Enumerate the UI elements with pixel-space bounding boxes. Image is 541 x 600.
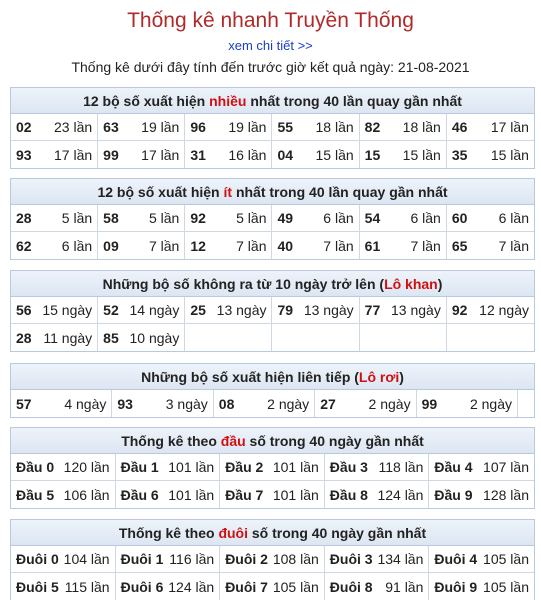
stat-number: 08 xyxy=(218,395,235,412)
stat-number: Đầu 1 xyxy=(120,459,159,475)
stat-number: 40 xyxy=(277,237,294,254)
stat-cell xyxy=(11,141,98,168)
stat-count: 19 lần xyxy=(228,119,267,135)
stat-count: 6 lần xyxy=(61,237,93,254)
stat-number: 52 xyxy=(103,302,119,318)
stat-count: 120 lần xyxy=(63,459,110,475)
stat-number: 28 xyxy=(16,329,32,346)
stat-count: 107 lần xyxy=(483,459,529,475)
stat-cell xyxy=(429,573,534,600)
stat-cell xyxy=(185,232,272,259)
stat-count: 105 lần xyxy=(483,551,529,567)
stat-cell xyxy=(11,114,98,141)
stat-number: Đầu 4 xyxy=(434,459,473,475)
stat-count: 7 lần xyxy=(498,237,529,254)
stat-cell xyxy=(220,481,325,508)
stat-number: Đầu 5 xyxy=(16,486,55,503)
stat-number: Đuôi 2 xyxy=(225,551,268,567)
empty-cell xyxy=(185,324,272,351)
stat-cell xyxy=(325,481,430,508)
stat-number: 57 xyxy=(16,395,32,412)
stat-count: 7 lần xyxy=(323,237,354,254)
stat-count: 18 lần xyxy=(402,119,441,135)
stat-cell xyxy=(116,481,221,508)
stat-count: 7 lần xyxy=(236,237,267,254)
stat-number: Đầu 2 xyxy=(225,459,264,475)
stat-cell xyxy=(447,114,534,141)
stat-number: Đuôi 8 xyxy=(329,578,373,595)
stat-count: 2 ngày xyxy=(469,395,512,412)
stat-cell xyxy=(325,546,430,573)
stat-count: 15 ngày xyxy=(42,302,93,318)
stat-number: 31 xyxy=(190,146,206,163)
stat-cell xyxy=(98,114,185,141)
stat-cell xyxy=(214,390,315,417)
stat-count: 10 ngày xyxy=(129,329,180,346)
stat-count: 3 ngày xyxy=(165,395,208,412)
stat-number: 49 xyxy=(277,210,294,226)
stat-cell xyxy=(98,324,185,351)
stat-count: 6 lần xyxy=(323,210,354,226)
stat-cell xyxy=(447,205,534,232)
stat-cell xyxy=(220,546,325,573)
stat-count: 14 ngày xyxy=(129,302,180,318)
stat-cell xyxy=(429,546,534,573)
stat-cell xyxy=(360,141,447,168)
page-subtitle: Thống kê dưới đây tính đến trước giờ kết quả ngày: 21-08-2021 xyxy=(71,59,470,75)
stat-count: 101 lần xyxy=(168,459,215,475)
stat-cell xyxy=(11,390,112,417)
lo-roi-grid xyxy=(11,390,534,417)
stat-count: 5 lần xyxy=(61,210,93,226)
stat-cell xyxy=(447,141,534,168)
stat-count: 6 lần xyxy=(410,210,441,226)
stat-number: 96 xyxy=(190,119,206,135)
stat-number: 35 xyxy=(451,146,468,163)
empty-cell xyxy=(447,324,534,351)
stat-cell xyxy=(272,114,359,141)
empty-cell xyxy=(518,390,534,417)
stat-cell xyxy=(112,390,213,417)
stat-count: 17 lần xyxy=(490,119,529,135)
stat-cell xyxy=(11,573,116,600)
stat-number: 12 xyxy=(190,237,206,254)
stat-count: 115 lần xyxy=(64,578,110,595)
stat-count: 5 lần xyxy=(148,210,180,226)
tail-digit-section xyxy=(10,519,535,600)
stat-count: 105 lần xyxy=(483,578,529,595)
stat-cell xyxy=(185,297,272,324)
stat-number: Đuôi 7 xyxy=(225,578,268,595)
stat-number: 09 xyxy=(103,237,119,254)
stat-cell xyxy=(325,454,430,481)
stat-cell xyxy=(11,232,98,259)
stat-count: 23 lần xyxy=(54,119,93,135)
stat-count: 15 lần xyxy=(490,146,529,163)
empty-cell xyxy=(360,324,447,351)
stat-number: 99 xyxy=(103,146,119,163)
stat-cell xyxy=(220,454,325,481)
stat-count: 124 lần xyxy=(377,486,424,503)
stat-count: 106 lần xyxy=(63,486,110,503)
stat-count: 104 lần xyxy=(63,551,110,567)
stat-number: Đuôi 5 xyxy=(16,578,59,595)
stat-cell xyxy=(185,205,272,232)
section-heading: 12 bộ số xuất hiện ít nhất trong 40 lần quay gần nhất xyxy=(11,179,534,205)
stat-number: 65 xyxy=(451,237,468,254)
stat-number: 25 xyxy=(190,302,206,318)
stat-count: 15 lần xyxy=(315,146,354,163)
stat-count: 91 lần xyxy=(385,578,424,595)
stat-number: Đầu 3 xyxy=(329,459,368,475)
stat-count: 15 lần xyxy=(402,146,441,163)
stat-number: 04 xyxy=(277,146,294,163)
stat-cell xyxy=(98,141,185,168)
least-frequent-section xyxy=(10,178,535,260)
stat-count: 19 lần xyxy=(141,119,180,135)
stat-number: 79 xyxy=(277,302,294,318)
stat-count: 17 lần xyxy=(141,146,180,163)
section-heading: Thống kê theo đuôi số trong 40 ngày gần nhất xyxy=(11,520,534,546)
lo-roi-section xyxy=(10,363,535,418)
stat-cell xyxy=(98,232,185,259)
stat-cell xyxy=(360,297,447,324)
stat-cell xyxy=(272,205,359,232)
stat-cell xyxy=(325,573,430,600)
stat-count: 118 lần xyxy=(378,459,424,475)
stat-cell xyxy=(11,324,98,351)
stat-count: 2 ngày xyxy=(267,395,310,412)
stat-number: Đuôi 3 xyxy=(329,551,373,567)
section-heading: Những bộ số xuất hiện liên tiếp (Lô rơi) xyxy=(11,364,534,390)
stat-count: 128 lần xyxy=(483,486,529,503)
stat-number: 82 xyxy=(364,119,381,135)
stat-number: Đuôi 0 xyxy=(16,551,59,567)
stat-cell xyxy=(98,205,185,232)
stat-count: 6 lần xyxy=(498,210,529,226)
section-heading: Thống kê theo đầu số trong 40 ngày gần nhất xyxy=(11,428,534,454)
page-header xyxy=(0,0,541,76)
stat-cell xyxy=(220,573,325,600)
section-heading: Những bộ số không ra từ 10 ngày trở lên (Lô khan) xyxy=(11,271,534,297)
stat-cell xyxy=(447,232,534,259)
page-title: Thống kê nhanh Truyền Thống xyxy=(127,9,414,32)
stat-number: 58 xyxy=(103,210,119,226)
stat-cell xyxy=(11,546,116,573)
stat-cell xyxy=(11,481,116,508)
stat-number: 92 xyxy=(451,302,468,318)
stat-count: 11 ngày xyxy=(43,329,93,346)
stat-cell xyxy=(116,454,221,481)
stat-number: Đầu 0 xyxy=(16,459,55,475)
stat-count: 17 lần xyxy=(54,146,93,163)
stat-count: 108 lần xyxy=(272,551,319,567)
stat-cell xyxy=(360,205,447,232)
stat-number: 46 xyxy=(451,119,468,135)
stat-number: 61 xyxy=(364,237,381,254)
view-details-link[interactable]: xem chi tiết >> xyxy=(228,38,313,53)
stat-number: Đuôi 1 xyxy=(120,551,164,567)
stat-number: 60 xyxy=(451,210,468,226)
stat-number: 77 xyxy=(364,302,381,318)
head-digit-grid xyxy=(11,454,534,508)
stat-number: 63 xyxy=(103,119,119,135)
section-heading: 12 bộ số xuất hiện nhiều nhất trong 40 lần quay gần nhất xyxy=(11,88,534,114)
stat-cell xyxy=(11,454,116,481)
stat-count: 124 lần xyxy=(168,578,215,595)
stat-cell xyxy=(116,546,221,573)
stat-count: 13 ngày xyxy=(391,302,441,318)
stat-number: 56 xyxy=(16,302,32,318)
stat-cell xyxy=(447,297,534,324)
most-frequent-grid xyxy=(11,114,534,168)
stat-count: 101 lần xyxy=(272,486,319,503)
stat-cell xyxy=(315,390,416,417)
stat-count: 13 ngày xyxy=(216,302,267,318)
stat-number: 92 xyxy=(190,210,206,226)
stat-cell xyxy=(272,141,359,168)
stat-number: 93 xyxy=(16,146,32,163)
stat-number: Đuôi 6 xyxy=(120,578,164,595)
stat-count: 13 ngày xyxy=(303,302,354,318)
stat-cell xyxy=(429,481,534,508)
head-digit-section xyxy=(10,427,535,509)
stat-number: 62 xyxy=(16,237,32,254)
stat-count: 7 lần xyxy=(148,237,180,254)
stat-number: 55 xyxy=(277,119,294,135)
stat-number: Đuôi 4 xyxy=(434,551,478,567)
stat-number: Đầu 7 xyxy=(225,486,264,503)
stat-count: 101 lần xyxy=(168,486,215,503)
stat-number: 99 xyxy=(421,395,438,412)
lo-khan-section xyxy=(10,270,535,352)
stat-count: 105 lần xyxy=(272,578,319,595)
most-frequent-section xyxy=(10,87,535,169)
stat-count: 116 lần xyxy=(169,551,215,567)
tail-digit-grid xyxy=(11,546,534,600)
stat-cell xyxy=(429,454,534,481)
stat-cell xyxy=(11,205,98,232)
stat-cell xyxy=(116,573,221,600)
stat-number: 28 xyxy=(16,210,32,226)
stat-number: 15 xyxy=(364,146,381,163)
stat-cell xyxy=(98,297,185,324)
stat-number: Đầu 9 xyxy=(434,486,473,503)
stat-count: 4 ngày xyxy=(64,395,107,412)
stat-number: 85 xyxy=(103,329,119,346)
stat-count: 12 ngày xyxy=(479,302,529,318)
stat-cell xyxy=(360,114,447,141)
lo-khan-grid xyxy=(11,297,534,351)
stat-number: Đầu 8 xyxy=(329,486,368,503)
stat-number: 93 xyxy=(117,395,133,412)
empty-cell xyxy=(272,324,359,351)
stat-count: 5 lần xyxy=(236,210,267,226)
stat-cell xyxy=(11,297,98,324)
stat-cell xyxy=(272,232,359,259)
stat-cell xyxy=(417,390,518,417)
stat-number: 02 xyxy=(16,119,32,135)
stat-cell xyxy=(360,232,447,259)
stat-cell xyxy=(185,141,272,168)
stat-count: 16 lần xyxy=(228,146,267,163)
stat-number: 54 xyxy=(364,210,381,226)
stat-count: 2 ngày xyxy=(368,395,411,412)
stat-number: Đầu 6 xyxy=(120,486,159,503)
stat-number: 27 xyxy=(320,395,336,412)
stat-cell xyxy=(185,114,272,141)
least-frequent-grid xyxy=(11,205,534,259)
stat-count: 134 lần xyxy=(377,551,424,567)
stat-count: 18 lần xyxy=(315,119,354,135)
stat-count: 101 lần xyxy=(272,459,319,475)
stat-number: Đuôi 9 xyxy=(434,578,478,595)
stat-count: 7 lần xyxy=(410,237,441,254)
stat-cell xyxy=(272,297,359,324)
